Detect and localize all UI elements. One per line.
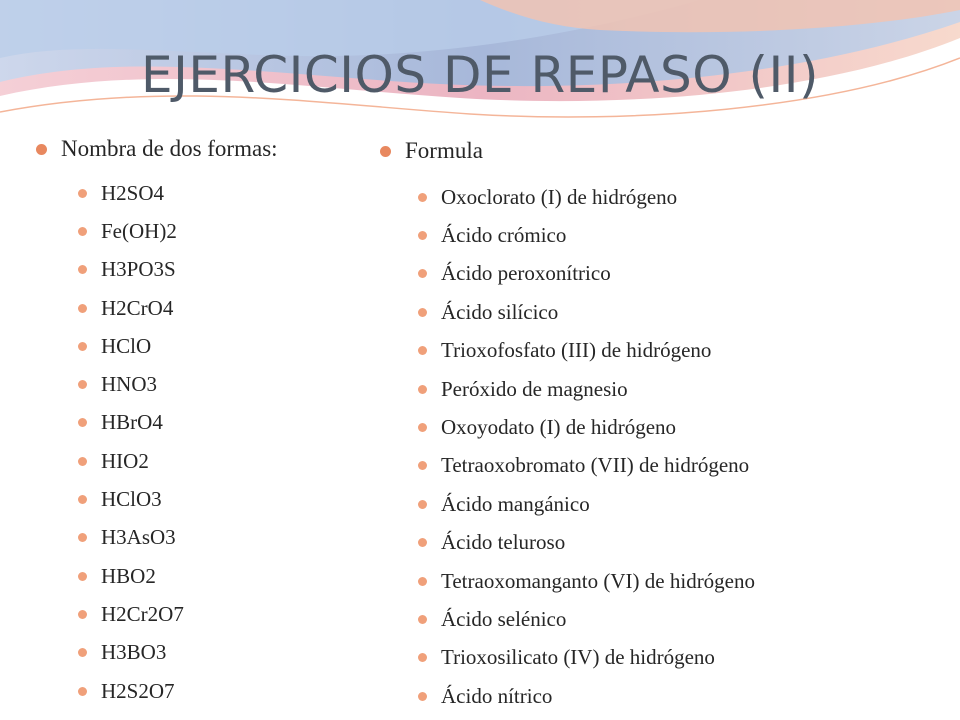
bullet-icon xyxy=(36,144,47,155)
bullet-icon xyxy=(78,687,87,696)
list-item xyxy=(380,677,950,715)
right-heading: Formula xyxy=(405,138,483,163)
list-item xyxy=(36,365,346,403)
bullet-icon xyxy=(418,461,427,470)
list-item xyxy=(36,251,346,289)
right-heading-item xyxy=(380,132,950,170)
formula-text: H2Cr2O7 xyxy=(101,601,184,626)
left-column xyxy=(36,130,346,710)
bullet-icon xyxy=(78,572,87,581)
list-item xyxy=(380,639,950,677)
bullet-icon xyxy=(418,500,427,509)
bullet-icon xyxy=(418,538,427,547)
list-item xyxy=(380,485,950,523)
list-item xyxy=(380,370,950,408)
compound-name: Ácido mangánico xyxy=(441,491,590,516)
formula-text: H3BO3 xyxy=(101,640,167,665)
compound-name: Tetraoxobromato (VII) de hidrógeno xyxy=(441,453,750,478)
bullet-icon xyxy=(418,308,427,317)
formula-text: HNO3 xyxy=(101,372,157,397)
bullet-icon xyxy=(78,533,87,542)
formula-text: HClO xyxy=(101,333,152,358)
list-item xyxy=(36,634,346,672)
bullet-icon xyxy=(78,610,87,619)
list-item xyxy=(36,404,346,442)
list-item xyxy=(36,557,346,595)
compound-name: Ácido peroxonítrico xyxy=(441,261,611,286)
bullet-icon xyxy=(418,615,427,624)
list-item xyxy=(36,289,346,327)
formula-text: H2S2O7 xyxy=(101,678,175,703)
compound-name: Trioxofosfato (III) de hidrógeno xyxy=(441,338,712,363)
formula-text: H2CrO4 xyxy=(101,295,174,320)
bullet-icon xyxy=(78,457,87,466)
compound-name: Ácido teluroso xyxy=(441,530,566,555)
bullet-icon xyxy=(78,648,87,657)
bullet-icon xyxy=(380,146,391,157)
list-item xyxy=(380,600,950,638)
formula-text: H3PO3S xyxy=(101,257,176,282)
compound-name: Tetraoxomanganto (VI) de hidrógeno xyxy=(441,568,756,593)
bullet-icon xyxy=(418,193,427,202)
right-column xyxy=(380,130,950,715)
bullet-icon xyxy=(418,346,427,355)
bullet-icon xyxy=(418,653,427,662)
bullet-icon xyxy=(78,189,87,198)
formula-text: H2SO4 xyxy=(101,180,165,205)
bullet-icon xyxy=(418,385,427,394)
formula-list xyxy=(36,174,346,710)
compound-name: Oxoyodato (I) de hidrógeno xyxy=(441,415,677,440)
formula-text: HClO3 xyxy=(101,487,162,512)
name-list xyxy=(380,178,950,715)
list-item xyxy=(36,327,346,365)
list-item xyxy=(380,332,950,370)
list-item xyxy=(380,255,950,293)
list-item xyxy=(36,519,346,557)
compound-name: Ácido selénico xyxy=(441,606,567,631)
left-heading-item xyxy=(36,130,346,168)
slide-title: EJERCICIOS DE REPASO (II) xyxy=(141,46,819,104)
bullet-icon xyxy=(418,269,427,278)
bullet-icon xyxy=(78,227,87,236)
bullet-icon xyxy=(418,577,427,586)
list-item xyxy=(380,216,950,254)
formula-text: HBrO4 xyxy=(101,410,163,435)
list-item xyxy=(380,293,950,331)
bullet-icon xyxy=(418,423,427,432)
bullet-icon xyxy=(78,304,87,313)
bullet-icon xyxy=(78,495,87,504)
compound-name: Oxoclorato (I) de hidrógeno xyxy=(441,184,678,209)
bullet-icon xyxy=(78,342,87,351)
list-item xyxy=(36,595,346,633)
compound-name: Trioxosilicato (IV) de hidrógeno xyxy=(441,645,715,670)
list-item xyxy=(36,212,346,250)
formula-text: H3AsO3 xyxy=(101,525,176,550)
compound-name: Peróxido de magnesio xyxy=(441,376,628,401)
list-item xyxy=(36,442,346,480)
left-heading: Nombra de dos formas: xyxy=(61,136,278,161)
bullet-icon xyxy=(418,692,427,701)
list-item xyxy=(36,174,346,212)
list-item xyxy=(36,672,346,710)
bullet-icon xyxy=(78,380,87,389)
list-item xyxy=(380,408,950,446)
compound-name: Ácido nítrico xyxy=(441,683,553,708)
list-item xyxy=(380,524,950,562)
compound-name: Ácido silícico xyxy=(441,299,559,324)
list-item xyxy=(380,562,950,600)
bullet-icon xyxy=(78,418,87,427)
list-item xyxy=(380,447,950,485)
bullet-icon xyxy=(78,265,87,274)
list-item xyxy=(36,480,346,518)
formula-text: HIO2 xyxy=(101,448,149,473)
compound-name: Ácido crómico xyxy=(441,223,567,248)
bullet-icon xyxy=(418,231,427,240)
formula-text: HBO2 xyxy=(101,563,156,588)
list-item xyxy=(380,178,950,216)
formula-text: Fe(OH)2 xyxy=(101,218,177,243)
